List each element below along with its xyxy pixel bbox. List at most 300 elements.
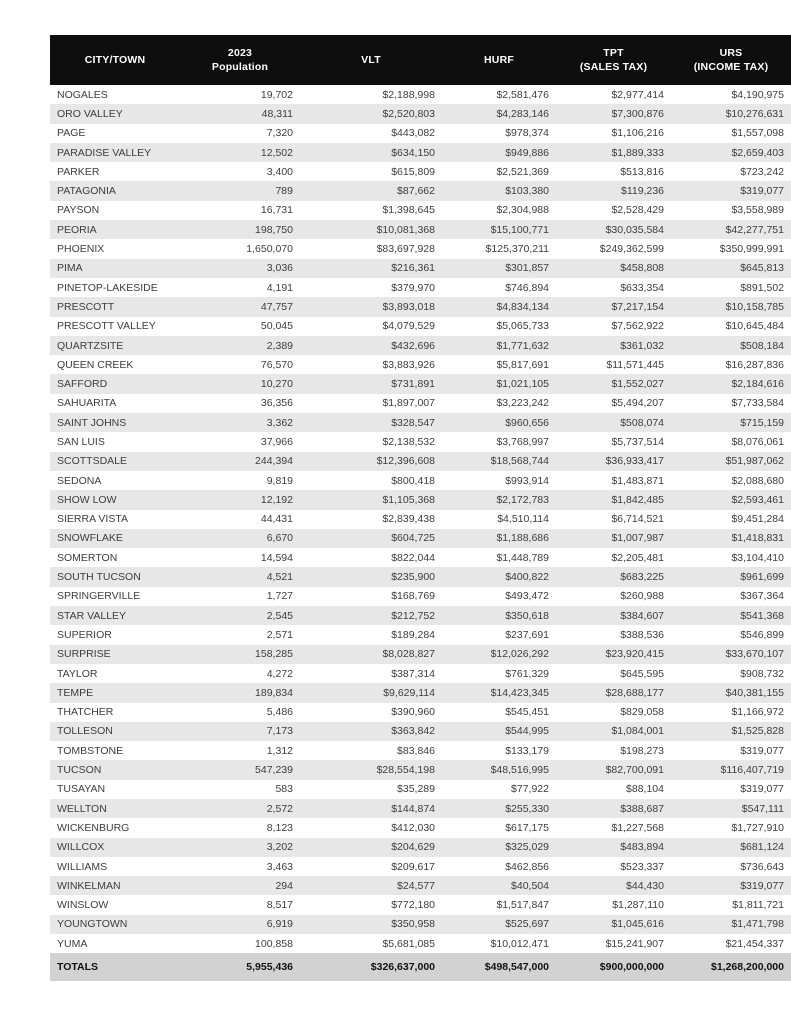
urs-cell: $2,088,680	[731, 474, 784, 487]
population-cell: 583	[275, 783, 293, 796]
population-cell: 244,394	[255, 455, 293, 468]
hurf-cell: $2,581,476	[496, 88, 549, 101]
city-town-cell: WINKELMAN	[57, 879, 121, 892]
table-row	[50, 838, 791, 857]
tpt-cell: $23,920,415	[605, 648, 664, 661]
population-cell: 789	[275, 185, 293, 198]
urs-cell: $723,242	[740, 165, 784, 178]
table-row	[50, 606, 791, 625]
vlt-cell: $772,180	[391, 899, 435, 912]
tpt-cell: $633,354	[620, 281, 664, 294]
population-cell: 2,389	[266, 339, 293, 352]
header-sublabel: (INCOME TAX)	[693, 61, 769, 73]
hurf-cell: $1,448,789	[496, 551, 549, 564]
tpt-cell: $44,430	[626, 879, 664, 892]
hurf-cell: $3,223,242	[496, 397, 549, 410]
hurf-cell: $14,423,345	[490, 686, 549, 699]
table-row	[50, 915, 791, 934]
city-town-cell: SAFFORD	[57, 378, 108, 391]
table-row	[50, 703, 791, 722]
city-town-cell: THATCHER	[57, 706, 114, 719]
header-label: VLT	[361, 53, 381, 66]
city-town-cell: QUEEN CREEK	[57, 358, 134, 371]
hurf-cell: $545,451	[505, 706, 549, 719]
tpt-cell: $483,894	[620, 841, 664, 854]
population-cell: 547,239	[255, 764, 293, 777]
urs-cell: $1,418,831	[731, 532, 784, 545]
city-town-cell: SCOTTSDALE	[57, 455, 128, 468]
hurf-cell: $325,029	[505, 841, 549, 854]
hurf-cell: $1,021,105	[496, 378, 549, 391]
vlt-cell: $204,629	[391, 841, 435, 854]
hurf-cell: $18,568,744	[490, 455, 549, 468]
city-town-cell: PARKER	[57, 165, 100, 178]
hurf-cell: $960,656	[505, 416, 549, 429]
city-town-cell: SPRINGERVILLE	[57, 590, 141, 603]
urs-cell: $9,451,284	[731, 513, 784, 526]
tpt-cell: $458,808	[620, 262, 664, 275]
table-row	[50, 548, 791, 567]
city-town-cell: WINSLOW	[57, 899, 109, 912]
tpt-cell: $523,337	[620, 860, 664, 873]
hurf-cell: $2,172,783	[496, 493, 549, 506]
city-town-cell: WELLTON	[57, 802, 107, 815]
hurf-cell: $237,691	[505, 628, 549, 641]
hurf-cell: $493,472	[505, 590, 549, 603]
urs-cell: $508,184	[740, 339, 784, 352]
population-cell: 50,045	[260, 320, 293, 333]
urs-cell: $891,502	[740, 281, 784, 294]
vlt-cell: $731,891	[391, 378, 435, 391]
table-row	[50, 876, 791, 895]
population-cell: 198,750	[255, 223, 293, 236]
table-row	[50, 317, 791, 336]
table-row	[50, 760, 791, 779]
population-cell: 189,834	[255, 686, 293, 699]
table-row	[50, 683, 791, 702]
tpt-cell: $2,977,414	[611, 88, 664, 101]
urs-cell: $319,077	[740, 783, 784, 796]
hurf-cell: $77,922	[511, 783, 549, 796]
population-cell: 158,285	[255, 648, 293, 661]
city-town-cell: WICKENBURG	[57, 821, 130, 834]
vlt-cell: $4,079,529	[382, 320, 435, 333]
city-revenue-table	[50, 35, 791, 981]
hurf-cell: $40,504	[511, 879, 549, 892]
urs-cell: $2,184,616	[731, 378, 784, 391]
population-cell: 294	[275, 879, 293, 892]
population-cell: 48,311	[261, 107, 293, 120]
tpt-cell: $88,104	[626, 783, 664, 796]
vlt-cell: $1,105,368	[382, 493, 435, 506]
tpt-cell: $260,988	[620, 590, 664, 603]
population-cell: 10,270	[260, 378, 293, 391]
vlt-cell: $5,681,085	[382, 937, 435, 950]
vlt-cell: $604,725	[391, 532, 435, 545]
city-town-cell: ORO VALLEY	[57, 107, 123, 120]
table-row	[50, 664, 791, 683]
table-row	[50, 220, 791, 239]
table-row	[50, 645, 791, 664]
vlt-cell: $379,970	[391, 281, 435, 294]
hurf-cell: $48,516,995	[490, 764, 549, 777]
table-row	[50, 529, 791, 548]
table-row	[50, 741, 791, 760]
vlt-cell: $24,577	[397, 879, 435, 892]
population-cell: 7,320	[266, 127, 293, 140]
city-town-cell: PIMA	[57, 262, 83, 275]
column-header-hurf	[442, 35, 556, 85]
population-cell: 47,757	[260, 300, 293, 313]
urs-cell: $645,813	[740, 262, 784, 275]
column-header-urs-income-tax	[671, 35, 791, 85]
vlt-cell: $328,547	[391, 416, 435, 429]
vlt-cell: $412,030	[391, 821, 435, 834]
vlt-cell: $350,958	[391, 918, 435, 931]
city-town-cell: TOMBSTONE	[57, 744, 124, 757]
hurf-cell: $525,697	[505, 918, 549, 931]
urs-cell: $350,999,991	[719, 243, 784, 256]
city-town-cell: PHOENIX	[57, 243, 105, 256]
table-row	[50, 143, 791, 162]
hurf-cell: $462,856	[505, 860, 549, 873]
vlt-cell: $2,188,998	[382, 88, 435, 101]
city-town-cell: SOMERTON	[57, 551, 118, 564]
vlt-cell: $83,697,928	[376, 243, 435, 256]
table-row	[50, 452, 791, 471]
urs-cell: $546,899	[740, 628, 784, 641]
totals-population: 5,955,436	[180, 953, 300, 981]
tpt-cell: $5,737,514	[611, 435, 664, 448]
city-town-cell: TUCSON	[57, 764, 102, 777]
hurf-cell: $2,521,369	[496, 165, 549, 178]
totals-tpt: $900,000,000	[556, 953, 671, 981]
population-cell: 3,036	[266, 262, 293, 275]
urs-cell: $2,659,403	[731, 146, 784, 159]
population-cell: 8,517	[266, 899, 293, 912]
vlt-cell: $390,960	[391, 706, 435, 719]
urs-cell: $51,987,062	[725, 455, 784, 468]
hurf-cell: $761,329	[505, 667, 549, 680]
tpt-cell: $7,300,876	[611, 107, 664, 120]
vlt-cell: $9,629,114	[383, 686, 435, 699]
urs-cell: $16,287,836	[725, 358, 784, 371]
vlt-cell: $189,284	[391, 628, 435, 641]
population-cell: 7,173	[266, 725, 293, 738]
table-row	[50, 895, 791, 914]
city-town-cell: SHOW LOW	[57, 493, 117, 506]
population-cell: 14,594	[260, 551, 293, 564]
vlt-cell: $800,418	[391, 474, 435, 487]
vlt-cell: $35,289	[397, 783, 435, 796]
population-cell: 3,362	[266, 416, 293, 429]
hurf-cell: $949,886	[505, 146, 549, 159]
population-cell: 16,731	[260, 204, 293, 217]
table-row	[50, 124, 791, 143]
urs-cell: $10,276,631	[725, 107, 784, 120]
totals-vlt: $326,637,000	[300, 953, 442, 981]
city-town-cell: SUPERIOR	[57, 628, 112, 641]
table-row	[50, 413, 791, 432]
hurf-cell: $746,894	[505, 281, 549, 294]
city-town-cell: YOUNGTOWN	[57, 918, 128, 931]
table-row	[50, 587, 791, 606]
urs-cell: $1,471,798	[731, 918, 784, 931]
urs-cell: $3,104,410	[731, 551, 784, 564]
population-cell: 1,650,070	[246, 243, 293, 256]
hurf-cell: $2,304,988	[496, 204, 549, 217]
urs-cell: $1,166,972	[731, 706, 784, 719]
urs-cell: $367,364	[740, 590, 784, 603]
population-cell: 6,670	[266, 532, 293, 545]
header-sublabel: (SALES TAX)	[579, 61, 648, 73]
urs-cell: $547,111	[741, 802, 784, 815]
city-town-cell: PRESCOTT VALLEY	[57, 320, 156, 333]
tpt-cell: $7,562,922	[611, 320, 664, 333]
urs-cell: $8,076,061	[731, 435, 784, 448]
tpt-cell: $683,225	[620, 571, 664, 584]
population-cell: 37,966	[260, 435, 293, 448]
urs-cell: $4,190,975	[731, 88, 784, 101]
tpt-cell: $829,058	[620, 706, 664, 719]
urs-cell: $319,077	[740, 744, 784, 757]
urs-cell: $736,643	[740, 860, 784, 873]
table-header	[50, 35, 791, 85]
hurf-cell: $255,330	[505, 802, 549, 815]
tpt-cell: $508,074	[620, 416, 664, 429]
table-row	[50, 722, 791, 741]
tpt-cell: $198,273	[620, 744, 664, 757]
vlt-cell: $168,769	[391, 590, 435, 603]
table-row	[50, 201, 791, 220]
urs-cell: $33,670,107	[725, 648, 784, 661]
table-row	[50, 818, 791, 837]
population-cell: 1,312	[266, 744, 293, 757]
vlt-cell: $83,846	[397, 744, 435, 757]
hurf-cell: $400,822	[505, 571, 549, 584]
column-header-city-town	[50, 35, 180, 85]
urs-cell: $319,077	[740, 185, 784, 198]
population-cell: 12,502	[260, 146, 293, 159]
table-row	[50, 181, 791, 200]
urs-cell: $7,733,584	[731, 397, 784, 410]
header-sublabel: Population	[211, 61, 269, 73]
vlt-cell: $634,150	[391, 146, 435, 159]
hurf-cell: $993,914	[505, 474, 549, 487]
tpt-cell: $11,571,445	[606, 358, 664, 371]
table-row	[50, 239, 791, 258]
urs-cell: $10,645,484	[725, 320, 784, 333]
hurf-cell: $5,065,733	[496, 320, 549, 333]
vlt-cell: $443,082	[391, 127, 435, 140]
vlt-cell: $822,044	[391, 551, 435, 564]
tpt-cell: $1,084,001	[611, 725, 664, 738]
urs-cell: $715,159	[740, 416, 784, 429]
population-cell: 2,572	[266, 802, 293, 815]
city-town-cell: SNOWFLAKE	[57, 532, 123, 545]
city-town-cell: SIERRA VISTA	[57, 513, 128, 526]
city-town-cell: PINETOP-LAKESIDE	[57, 281, 158, 294]
city-town-cell: SAINT JOHNS	[57, 416, 127, 429]
hurf-cell: $978,374	[505, 127, 549, 140]
population-cell: 9,819	[266, 474, 293, 487]
urs-cell: $116,407,719	[720, 764, 784, 777]
urs-cell: $1,557,098	[731, 127, 784, 140]
urs-cell: $1,811,721	[732, 899, 784, 912]
column-header-vlt	[300, 35, 442, 85]
population-cell: 4,272	[266, 667, 293, 680]
urs-cell: $3,558,989	[731, 204, 784, 217]
vlt-cell: $235,900	[391, 571, 435, 584]
tpt-cell: $249,362,599	[599, 243, 664, 256]
hurf-cell: $301,857	[505, 262, 549, 275]
vlt-cell: $28,554,198	[376, 764, 435, 777]
urs-cell: $1,525,828	[731, 725, 784, 738]
hurf-cell: $1,771,632	[496, 339, 549, 352]
tpt-cell: $361,032	[620, 339, 664, 352]
city-town-cell: PEORIA	[57, 223, 97, 236]
city-town-cell: QUARTZSITE	[57, 339, 124, 352]
tpt-cell: $1,045,616	[611, 918, 664, 931]
tpt-cell: $7,217,154	[611, 300, 664, 313]
table-row	[50, 471, 791, 490]
tpt-cell: $28,688,177	[605, 686, 664, 699]
vlt-cell: $1,398,645	[382, 204, 435, 217]
hurf-cell: $133,179	[505, 744, 549, 757]
hurf-cell: $12,026,292	[490, 648, 549, 661]
vlt-cell: $2,138,532	[382, 435, 435, 448]
tpt-cell: $645,595	[620, 667, 664, 680]
table-row	[50, 394, 791, 413]
table-row	[50, 297, 791, 316]
population-cell: 4,521	[266, 571, 293, 584]
tpt-cell: $1,106,216	[611, 127, 664, 140]
vlt-cell: $3,883,926	[382, 358, 435, 371]
population-cell: 3,463	[266, 860, 293, 873]
header-label: HURF	[484, 53, 514, 66]
city-town-cell: SOUTH TUCSON	[57, 571, 141, 584]
city-town-cell: NOGALES	[57, 88, 108, 101]
hurf-cell: $3,768,997	[496, 435, 549, 448]
table-row	[50, 934, 791, 953]
population-cell: 3,202	[266, 841, 293, 854]
header-label: 2023	[227, 46, 253, 59]
city-town-cell: PARADISE VALLEY	[57, 146, 152, 159]
tpt-cell: $1,889,333	[611, 146, 664, 159]
city-town-cell: WILLCOX	[57, 841, 105, 854]
urs-cell: $21,454,337	[725, 937, 784, 950]
city-town-cell: YUMA	[57, 937, 88, 950]
hurf-cell: $350,618	[505, 609, 549, 622]
vlt-cell: $3,893,018	[382, 300, 435, 313]
tpt-cell: $1,287,110	[612, 899, 664, 912]
city-town-cell: WILLIAMS	[57, 860, 108, 873]
urs-cell: $681,124	[740, 841, 784, 854]
vlt-cell: $216,361	[391, 262, 435, 275]
tpt-cell: $6,714,521	[611, 513, 664, 526]
table-row	[50, 432, 791, 451]
totals-urs: $1,268,200,000	[671, 953, 791, 981]
table-row	[50, 85, 791, 104]
city-town-cell: PATAGONIA	[57, 185, 116, 198]
tpt-cell: $388,687	[620, 802, 664, 815]
header-row	[50, 35, 791, 85]
city-town-cell: PAYSON	[57, 204, 100, 217]
table-row	[50, 336, 791, 355]
city-town-cell: PAGE	[57, 127, 86, 140]
hurf-cell: $4,834,134	[496, 300, 549, 313]
table-row	[50, 374, 791, 393]
vlt-cell: $2,520,803	[382, 107, 435, 120]
table-row	[50, 510, 791, 529]
table-row	[50, 799, 791, 818]
vlt-cell: $87,662	[397, 185, 435, 198]
hurf-cell: $4,283,146	[496, 107, 549, 120]
population-cell: 8,123	[266, 821, 293, 834]
tpt-cell: $5,494,207	[611, 397, 664, 410]
tpt-cell: $1,227,568	[611, 821, 664, 834]
table-row	[50, 104, 791, 123]
tpt-cell: $36,933,417	[605, 455, 664, 468]
tpt-cell: $30,035,584	[605, 223, 664, 236]
table-row	[50, 490, 791, 509]
vlt-cell: $363,842	[391, 725, 435, 738]
tpt-cell: $119,236	[620, 185, 664, 198]
population-cell: 44,431	[260, 513, 293, 526]
tpt-cell: $2,205,481	[611, 551, 664, 564]
city-town-cell: TEMPE	[57, 686, 94, 699]
tpt-cell: $384,607	[620, 609, 664, 622]
tpt-cell: $1,007,987	[611, 532, 664, 545]
table-row	[50, 162, 791, 181]
city-town-cell: TOLLESON	[57, 725, 113, 738]
hurf-cell: $1,188,686	[496, 532, 549, 545]
hurf-cell: $10,012,471	[490, 937, 549, 950]
city-town-cell: STAR VALLEY	[57, 609, 127, 622]
hurf-cell: $617,175	[505, 821, 549, 834]
table-body	[50, 85, 791, 953]
tpt-cell: $1,842,485	[611, 493, 664, 506]
urs-cell: $908,732	[740, 667, 784, 680]
tpt-cell: $513,816	[620, 165, 664, 178]
table-row	[50, 857, 791, 876]
vlt-cell: $144,874	[391, 802, 435, 815]
population-cell: 5,486	[266, 706, 293, 719]
population-cell: 1,727	[266, 590, 293, 603]
population-cell: 6,919	[266, 918, 293, 931]
table-row	[50, 278, 791, 297]
vlt-cell: $8,028,827	[382, 648, 435, 661]
city-town-cell: SEDONA	[57, 474, 102, 487]
city-town-cell: PRESCOTT	[57, 300, 115, 313]
hurf-cell: $1,517,847	[496, 899, 549, 912]
hurf-cell: $125,370,211	[485, 243, 549, 256]
vlt-cell: $12,396,608	[376, 455, 435, 468]
population-cell: 4,191	[266, 281, 293, 294]
city-town-cell: SURPRISE	[57, 648, 111, 661]
header-label: TPT	[603, 46, 624, 59]
city-town-cell: TAYLOR	[57, 667, 98, 680]
totals-hurf: $498,547,000	[442, 953, 556, 981]
vlt-cell: $1,897,007	[382, 397, 435, 410]
urs-cell: $1,727,910	[731, 821, 784, 834]
tpt-cell: $82,700,091	[605, 764, 664, 777]
population-cell: 12,192	[260, 493, 293, 506]
vlt-cell: $209,617	[391, 860, 435, 873]
vlt-cell: $10,081,368	[376, 223, 435, 236]
table-row	[50, 625, 791, 644]
tpt-cell: $1,552,027	[611, 378, 664, 391]
